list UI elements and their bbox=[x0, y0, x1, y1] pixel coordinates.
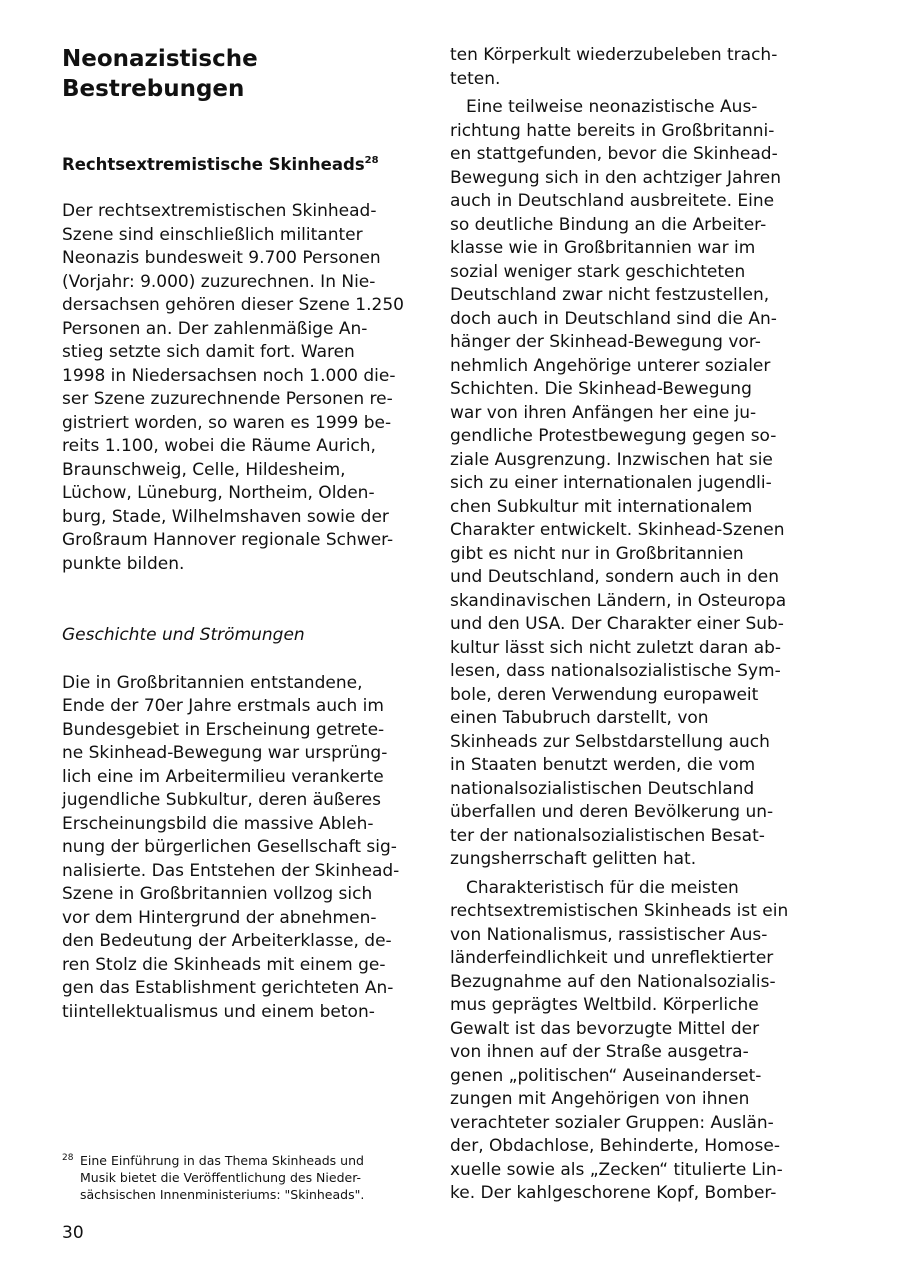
text-line: doch auch in Deutschland sind die An- bbox=[450, 308, 777, 329]
text-line: jugendliche Subkultur, deren äußeres bbox=[62, 790, 381, 810]
text-line: hänger der Skinhead-Bewegung vor- bbox=[450, 332, 761, 352]
footnote-text bbox=[62, 1152, 414, 1203]
text-line: von Nationalismus, rassistischer Aus- bbox=[450, 924, 768, 945]
text-line: Gewalt ist das bevorzugte Mittel der bbox=[450, 1018, 760, 1039]
text-line: in Staaten benutzt werden, die vom bbox=[450, 755, 756, 775]
text-line: genen „politischen“ Auseinanderset- bbox=[450, 1065, 762, 1086]
text-line: Musik bietet die Veröffentlichung des Nieder- bbox=[80, 1170, 362, 1185]
section-title-text: Rechtsextremistische Skinheads bbox=[62, 155, 365, 174]
text-line: burg, Stade, Wilhelmshaven sowie der bbox=[62, 506, 389, 527]
text-line: den Bedeutung der Arbeiterklasse, de- bbox=[62, 931, 392, 951]
text-line: verachteter sozialer Gruppen: Auslän- bbox=[450, 1112, 774, 1133]
text-line: 1998 in Niedersachsen noch 1.000 die- bbox=[62, 365, 396, 386]
text-line: Skinheads zur Selbstdarstellung auch bbox=[450, 731, 770, 752]
text-line: Bundesgebiet in Erscheinung getrete- bbox=[62, 719, 385, 740]
text-line: so deutliche Bindung an die Arbeiter- bbox=[450, 214, 767, 235]
text-line: sozial weniger stark geschichteten bbox=[450, 261, 746, 282]
text-line: ten Körperkult wiederzubeleben trach- bbox=[450, 45, 778, 65]
text-line: richtung hatte bereits in Großbritanni- bbox=[450, 120, 775, 141]
footnote-reference: 28 bbox=[364, 155, 379, 166]
text-line: sächsischen Innenministeriums: "Skinheads". bbox=[80, 1187, 365, 1202]
text-line: kultur lässt sich nicht zuletzt daran ab- bbox=[450, 637, 782, 658]
text-line: Bezugnahme auf den Nationalsozialis- bbox=[450, 971, 776, 992]
text-line: Der rechtsextremistischen Skinhead- bbox=[62, 201, 377, 221]
text-line: nung der bürgerlichen Gesellschaft sig- bbox=[62, 837, 397, 857]
right-paragraph-3 bbox=[450, 877, 810, 1206]
text-line: Charakteristisch für die meisten bbox=[466, 877, 739, 898]
text-line: Bewegung sich in den achtziger Jahren bbox=[450, 167, 782, 188]
footnote-number: 28 bbox=[62, 1153, 74, 1163]
text-line: gen das Establishment gerichteten An- bbox=[62, 978, 394, 998]
text-line: ser Szene zuzurechnende Personen re- bbox=[62, 389, 393, 409]
text-line: klasse wie in Großbritannien war im bbox=[450, 238, 756, 258]
text-line: teten. bbox=[450, 68, 501, 89]
text-line: stieg setzte sich damit fort. Waren bbox=[62, 342, 355, 362]
text-line: Die in Großbritannien entstandene, bbox=[62, 672, 363, 693]
text-line: Schichten. Die Skinhead-Bewegung bbox=[450, 379, 752, 399]
text-line: nehmlich Angehörige unterer sozialer bbox=[450, 355, 771, 376]
text-line: gistriert worden, so waren es 1999 be- bbox=[62, 412, 392, 433]
text-line: länderfeindlichkeit und unreflektierter bbox=[450, 948, 774, 968]
text-line: sich zu einer internationalen jugendli- bbox=[450, 473, 772, 493]
text-line: von ihnen auf der Straße ausgetra- bbox=[450, 1042, 749, 1062]
text-line: Eine teilweise neonazistische Aus- bbox=[466, 97, 758, 117]
text-line: ter der nationalsozialistischen Besat- bbox=[450, 825, 765, 846]
chapter-title bbox=[62, 44, 414, 104]
text-line: tiintellektualismus und einem beton- bbox=[62, 1001, 375, 1022]
text-line: Braunschweig, Celle, Hildesheim, bbox=[62, 459, 346, 480]
text-line: xuelle sowie als „Zecken“ titulierte Lin- bbox=[450, 1159, 783, 1180]
text-line: vor dem Hintergrund der abnehmen- bbox=[62, 907, 377, 928]
text-line: bole, deren Verwendung europaweit bbox=[450, 684, 759, 705]
text-line: ziale Ausgrenzung. Inzwischen hat sie bbox=[450, 449, 773, 470]
text-line: ke. Der kahlgeschorene Kopf, Bomber- bbox=[450, 1183, 777, 1203]
text-line: Großraum Hannover regionale Schwer- bbox=[62, 530, 394, 550]
right-column bbox=[450, 44, 810, 1206]
text-line: überfallen und deren Bevölkerung un- bbox=[450, 802, 774, 822]
text-line: Szene in Großbritannien vollzog sich bbox=[62, 884, 373, 904]
text-line: einen Tabubruch darstellt, von bbox=[450, 708, 709, 728]
text-line: der, Obdachlose, Behinderte, Homose- bbox=[450, 1136, 780, 1156]
text-line: Charakter entwickelt. Skinhead-Szenen bbox=[450, 520, 785, 540]
text-line: Lüchow, Lüneburg, Northeim, Olden- bbox=[62, 483, 375, 503]
text-line: nalisierte. Das Entstehen der Skinhead- bbox=[62, 860, 400, 881]
right-paragraph-continuation bbox=[450, 44, 810, 91]
text-line: zungen mit Angehörigen von ihnen bbox=[450, 1089, 750, 1109]
text-line: Eine Einführung in das Thema Skinheads und bbox=[80, 1153, 364, 1168]
text-line: gibt es nicht nur in Großbritannien bbox=[450, 543, 744, 564]
text-line: ren Stolz die Skinheads mit einem ge- bbox=[62, 954, 386, 975]
intro-paragraph bbox=[62, 200, 414, 576]
text-line: Deutschland zwar nicht festzustellen, bbox=[450, 285, 770, 305]
chapter-title-line: Bestrebungen bbox=[62, 76, 245, 102]
text-line: auch in Deutschland ausbreitete. Eine bbox=[450, 191, 775, 211]
text-line: Ende der 70er Jahre erstmals auch im bbox=[62, 696, 384, 716]
text-line: ne Skinhead-Bewegung war ursprüng- bbox=[62, 743, 388, 763]
text-line: mus geprägtes Weltbild. Körperliche bbox=[450, 995, 759, 1015]
text-line: reits 1.100, wobei die Räume Aurich, bbox=[62, 436, 376, 456]
text-line: skandinavischen Ländern, in Osteuropa bbox=[450, 590, 787, 611]
right-paragraph-2 bbox=[450, 96, 810, 872]
text-line: war von ihren Anfängen her eine ju- bbox=[450, 402, 757, 423]
left-column bbox=[62, 44, 414, 1024]
text-line: en stattgefunden, bevor die Skinhead- bbox=[450, 144, 778, 164]
text-line: punkte bilden. bbox=[62, 553, 185, 574]
text-line: Szene sind einschließlich militanter bbox=[62, 224, 363, 245]
chapter-title-line: Neonazistische bbox=[62, 46, 258, 72]
text-line: (Vorjahr: 9.000) zuzurechnen. In Nie- bbox=[62, 271, 376, 292]
text-line: lich eine im Arbeitermilieu verankerte bbox=[62, 766, 384, 787]
text-line: chen Subkultur mit internationalem bbox=[450, 496, 753, 517]
text-line: Personen an. Der zahlenmäßige An- bbox=[62, 318, 368, 339]
text-line: gendliche Protestbewegung gegen so- bbox=[450, 426, 777, 446]
text-line: Neonazis bundesweit 9.700 Personen bbox=[62, 248, 381, 268]
section-title bbox=[62, 154, 414, 176]
text-line: nationalsozialistischen Deutschland bbox=[450, 778, 755, 799]
footnote bbox=[62, 1152, 414, 1203]
text-line: rechtsextremistischen Skinheads ist ein bbox=[450, 901, 789, 921]
history-paragraph bbox=[62, 672, 414, 1025]
text-line: dersachsen gehören dieser Szene 1.250 bbox=[62, 295, 404, 315]
text-line: lesen, dass nationalsozialistische Sym- bbox=[450, 661, 781, 681]
text-line: Erscheinungsbild die massive Ableh- bbox=[62, 813, 374, 834]
page-number: 30 bbox=[62, 1223, 84, 1243]
subsection-title: Geschichte und Strömungen bbox=[62, 625, 305, 645]
text-line: und Deutschland, sondern auch in den bbox=[450, 567, 780, 587]
text-line: und den USA. Der Charakter einer Sub- bbox=[450, 614, 784, 634]
text-line: zungsherrschaft gelitten hat. bbox=[450, 849, 697, 869]
